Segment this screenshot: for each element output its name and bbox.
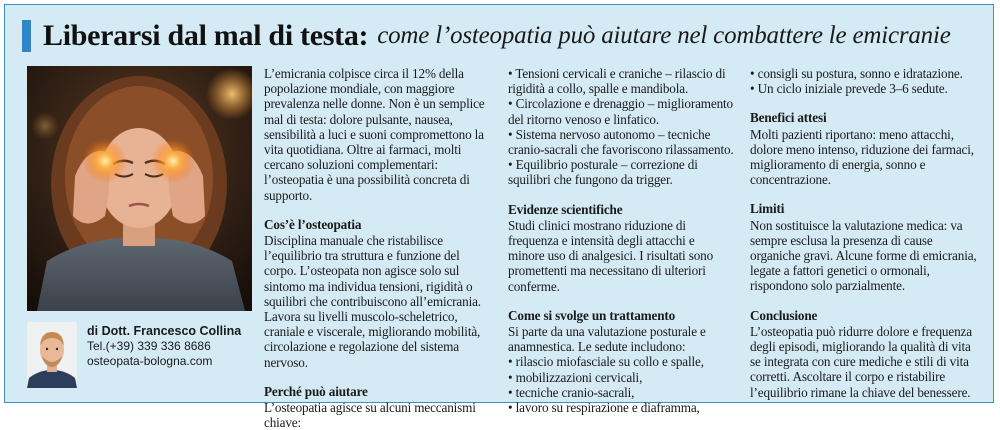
treatment-list [508, 354, 734, 415]
section-heading-cose: Cos’è l’osteopatia [264, 216, 362, 232]
list-item: • Equilibrio posturale – correzione di squilibri che fungono da trigger. [508, 157, 698, 188]
article-column-3 [750, 66, 978, 400]
list-item: • Sistema nervoso autonomo – tecniche cranio-sacrali che favoriscono rilassamento. [508, 126, 734, 158]
section-heading-evidenze: Evidenze scientifiche [508, 201, 623, 217]
headline-accent-bar [22, 20, 31, 52]
intro-paragraph: L’emicrania colpisce circa il 12% della popolazione mondiale, con maggiore prevalenza nelle donne. Non è un semplice mal di testa: dolore pulsante, nausea, sensibilità a luci e suoni compromettono la vita quotidiana. Oltre ai farmaci, molti cercano soluzioni complementari: l’osteopatia è una possibilità concreta di supporto. [264, 66, 485, 203]
section-heading-limiti: Limiti [750, 201, 785, 217]
list-item: • mobilizzazioni cervicali, [508, 369, 643, 385]
author-info [87, 324, 241, 369]
list-item: • consigli su postura, sonno e idratazione. [750, 66, 963, 81]
section-body-benefici: Molti pazienti riportano: meno attacchi, dolore meno intenso, riduzione dei farmaci, miglioramento di energia, sonno e concentrazione. [750, 126, 974, 188]
headline-subtitle: come l’osteopatia può aiutare nel combattere le emicranie [377, 22, 951, 49]
list-item: • tecniche cranio-sacrali, [508, 384, 635, 400]
headline-main: Liberarsi dal mal di testa: [43, 19, 369, 52]
section-intro-trattamento: Si parte da una valutazione posturale e anamnestica. Le sedute includono: [508, 324, 706, 355]
author-box [27, 322, 252, 388]
author-website: osteopata-bologna.com [87, 354, 213, 368]
headline [22, 18, 951, 54]
section-body-conclusione: L’osteopatia può ridurre dolore e frequenza degli episodi, migliorando la qualità di vita se integrata con cure mediche e stili di vita corretti. Ascoltare il corpo e ristabilire l’equilibrio rimane la chiave del benessere. [750, 323, 972, 400]
section-heading-benefici: Benefici attesi [750, 110, 827, 126]
article-column-2 [508, 66, 734, 415]
list-item: • lavoro su respirazione e diaframma, [508, 400, 700, 416]
list-item: • Circolazione e drenaggio – miglioramento del ritorno venoso e linfatico. [508, 96, 733, 127]
section-heading-conclusione: Conclusione [750, 307, 818, 323]
treatment-list-continued [750, 66, 978, 96]
list-item: • Un ciclo iniziale prevede 3–6 sedute. [750, 81, 948, 97]
section-heading-perche: Perché può aiutare [264, 383, 368, 399]
woman-headache-photo [27, 66, 252, 311]
author-avatar [27, 322, 77, 388]
article-column-1 [264, 66, 490, 430]
mechanism-list [508, 66, 734, 188]
section-body-evidenze: Studi clinici mostrano riduzione di frequenza e intensità degli attacchi e minore uso di analgesici. I risultati sono promettenti ma necessitano di ulteriori conferme. [508, 217, 714, 294]
section-body-cose: Disciplina manuale che ristabilisce l’equilibrio tra struttura e funzione del corpo. L’osteopata non agisce solo sul sintomo ma individua tensioni, rigidità o squilibri che contribuiscono all’emicrania. Lavora su livelli muscolo-scheletrico, craniale e viscerale, migliorando mobilità, circolazione e regolazione del sistema nervoso. [264, 233, 481, 370]
list-item: • rilascio miofasciale su collo e spalle, [508, 354, 704, 370]
author-name: di Dott. Francesco Collina [87, 324, 242, 338]
section-heading-trattamento: Come si svolge un trattamento [508, 307, 676, 323]
section-intro-perche: L’osteopatia agisce su alcuni meccanismi chiave: [264, 400, 476, 430]
author-phone: Tel.(+39) 339 336 8686 [87, 339, 211, 353]
list-item: • Tensioni cervicali e craniche – rilascio di rigidità a collo, spalle e mandibola. [508, 66, 726, 97]
section-body-limiti: Non sostituisce la valutazione medica: va sempre esclusa la presenza di cause organiche gravi. Alcune forme di emicrania, legate a fattori genetici o ormonali, rispondono solo parzialmente. [750, 217, 977, 294]
